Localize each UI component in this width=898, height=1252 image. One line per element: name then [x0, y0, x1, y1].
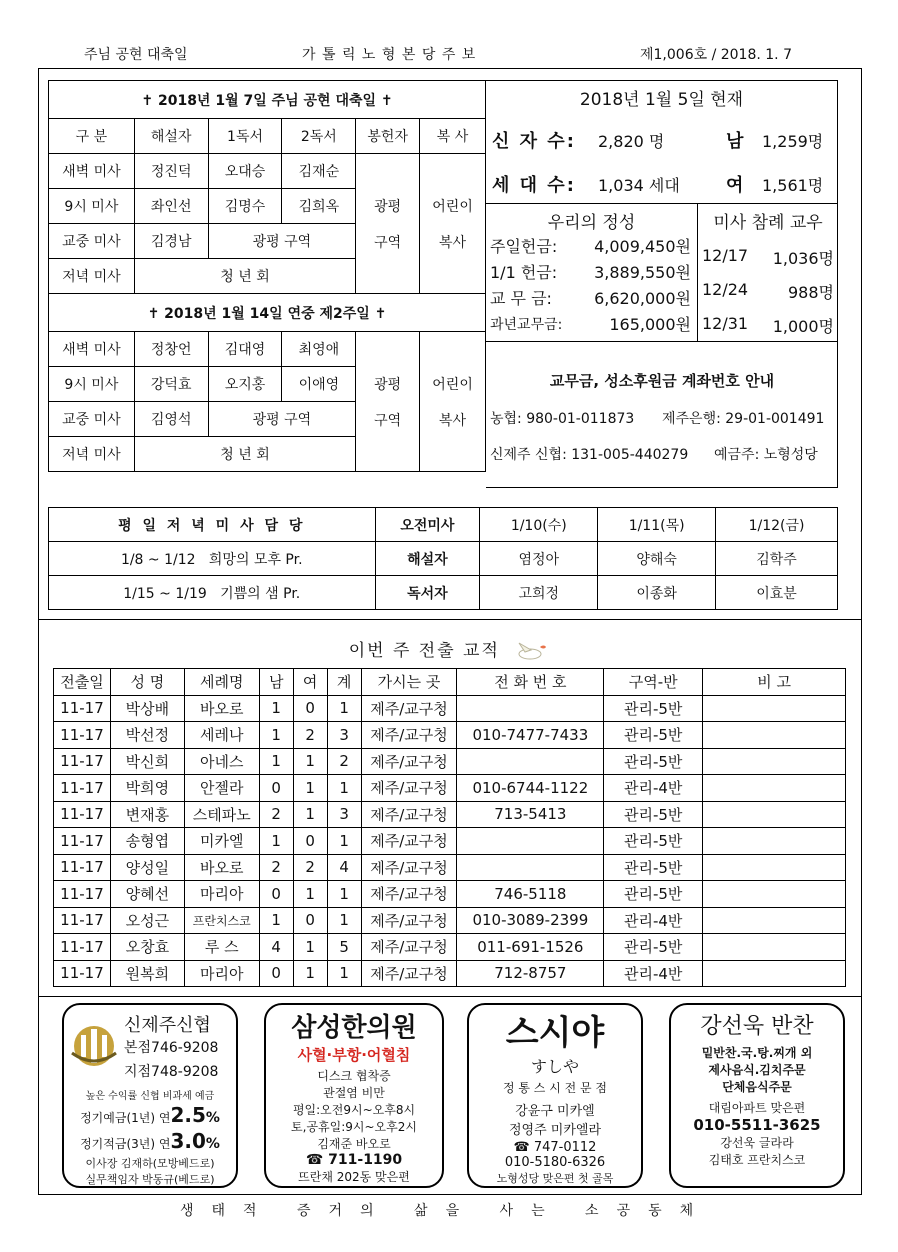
table-cell	[703, 722, 846, 749]
cell: 청 년 회	[134, 259, 355, 294]
ad-line: 디스크 협착증	[317, 1069, 391, 1083]
ad-line: 사혈·부항·어혈침	[297, 1046, 411, 1064]
ad-rate1: 정기예금(1년) 연2.5%	[80, 1103, 220, 1127]
table-cell	[703, 828, 846, 855]
bulletin-header	[40, 44, 860, 66]
table-cell: 관리-4반	[604, 907, 703, 934]
offering-value: 165,000원	[609, 315, 691, 334]
attendance-count: 1,000명	[772, 317, 834, 336]
cell: 이효분	[716, 576, 838, 610]
ad-line: 밑반찬.국.탕.찌개 외	[701, 1046, 813, 1060]
ad-phone: ☎ 711-1190	[305, 1152, 403, 1168]
ad-sushi	[467, 1003, 643, 1188]
table-cell	[703, 907, 846, 934]
offering-label: 과년교무금:	[490, 317, 563, 333]
table-cell: 관리-5반	[604, 695, 703, 722]
table-cell: 제주/교구청	[361, 748, 457, 775]
account-line: 농협: 980-01-011873	[490, 411, 635, 427]
table-cell: 11-17	[54, 828, 111, 855]
attendance-count: 988명	[788, 283, 834, 302]
ad-line: 본점746-9208	[124, 1040, 219, 1056]
table-cell	[703, 934, 846, 961]
server-cell: 어린이 복사	[420, 332, 486, 472]
cell: 광평 구역	[208, 402, 356, 437]
cell: 염정아	[480, 542, 598, 576]
table-row	[54, 934, 846, 961]
table-cell: 1	[327, 775, 361, 802]
stats-date: 2018년 1월 5일 현재	[579, 90, 744, 110]
table-cell: 746-5118	[457, 881, 604, 908]
table-cell: 미카엘	[184, 828, 259, 855]
ad-line: 김재준 바오로	[317, 1137, 391, 1151]
cell: 오대승	[208, 154, 282, 189]
table-cell: 오창효	[110, 934, 184, 961]
cell: 정진덕	[134, 154, 208, 189]
commentator-label: 해설자	[375, 542, 480, 576]
ad-phone: 010-5511-3625	[693, 1116, 821, 1134]
female-label: 여	[726, 175, 746, 196]
mass-schedule-table	[48, 80, 486, 472]
row-label: 교중 미사	[49, 402, 135, 437]
attendance-date: 12/17	[702, 246, 749, 265]
ad-line: 높은 수익률 신협 비과세 예금	[85, 1091, 215, 1102]
header-cell: 세례명	[184, 669, 259, 696]
households-value: 1,034 세대	[598, 176, 680, 195]
cell: 김영석	[134, 402, 208, 437]
section-divider	[38, 619, 862, 620]
table-cell: 1	[259, 695, 293, 722]
transfer-table	[53, 668, 846, 987]
table-cell	[457, 748, 604, 775]
ad-line: 정영주 미카엘라	[508, 1123, 602, 1138]
table-cell: 0	[293, 695, 327, 722]
cell: 이애영	[282, 367, 356, 402]
dove-icon	[515, 639, 549, 663]
table-cell: 관리-5반	[604, 801, 703, 828]
table-row	[54, 881, 846, 908]
ad-line: 토,공휴일:9시~오후2시	[291, 1120, 417, 1134]
header-cell: 전 화 번 호	[457, 669, 604, 696]
ad-line: 정 통 스 시 전 문 점	[502, 1081, 608, 1095]
female-value: 1,561명	[762, 176, 824, 195]
table-row	[54, 801, 846, 828]
table-cell: 양혜선	[110, 881, 184, 908]
table-cell: 1	[259, 828, 293, 855]
offering-value: 6,620,000원	[594, 289, 691, 308]
table-cell: 오성근	[110, 907, 184, 934]
ad-line: 관절염 비만	[323, 1086, 385, 1100]
row-label: 새벽 미사	[49, 154, 135, 189]
table-cell: 관리-5반	[604, 881, 703, 908]
bulletin-title: 가 톨 릭 노 형 본 당 주 보	[302, 47, 477, 63]
table-cell: 바오로	[184, 854, 259, 881]
table-cell: 0	[293, 907, 327, 934]
table-row	[54, 722, 846, 749]
ad-name: 강선욱 반찬	[700, 1014, 814, 1039]
cell: 강덕효	[134, 367, 208, 402]
table-cell: 제주/교구청	[361, 934, 457, 961]
ad-line: 대림아파트 맞은편	[708, 1101, 806, 1115]
attendance-count: 1,036명	[772, 249, 834, 268]
col-reading2: 2독서	[282, 119, 356, 154]
table-row	[54, 748, 846, 775]
table-cell	[703, 960, 846, 987]
male-value: 1,259명	[762, 132, 824, 151]
table-cell: 2	[293, 722, 327, 749]
table-cell: 박신희	[110, 748, 184, 775]
offering-label: 교 무 금:	[490, 289, 552, 308]
table-cell: 마리아	[184, 881, 259, 908]
weekday-mass-table	[48, 507, 838, 610]
table-cell: 제주/교구청	[361, 695, 457, 722]
table-cell: 아네스	[184, 748, 259, 775]
table-cell: 박상배	[110, 695, 184, 722]
table-cell: 관리-5반	[604, 748, 703, 775]
table-cell: 프란치스코	[184, 907, 259, 934]
believers-value: 2,820 명	[598, 132, 665, 151]
table-cell: 010-7477-7433	[457, 722, 604, 749]
table-cell: 관리-4반	[604, 960, 703, 987]
table-cell: 제주/교구청	[361, 722, 457, 749]
header-cell: 가시는 곳	[361, 669, 457, 696]
table-cell: 박희영	[110, 775, 184, 802]
ad-line: 강선욱 글라라	[720, 1136, 794, 1150]
table-cell: 관리-5반	[604, 854, 703, 881]
table-cell: 11-17	[54, 960, 111, 987]
table-cell	[457, 854, 604, 881]
table-cell: 제주/교구청	[361, 907, 457, 934]
table-cell: 안젤라	[184, 775, 259, 802]
day-header: 1/11(목)	[598, 508, 716, 542]
ad-line: 평일:오전9시~오후8시	[292, 1103, 416, 1117]
cell: 김명수	[208, 189, 282, 224]
table-cell: 11-17	[54, 748, 111, 775]
accounts-title: 교무금, 성소후원금 계좌번호 안내	[549, 372, 775, 390]
table-cell: 11-17	[54, 775, 111, 802]
schedule2-title: ✝ 2018년 1월 14일 연중 제2주일 ✝	[49, 294, 486, 332]
ad-line: 노형성당 맞은편 첫 골목	[496, 1172, 614, 1185]
table-cell	[457, 828, 604, 855]
table-cell: 1	[327, 881, 361, 908]
offerings-box	[486, 203, 698, 341]
table-cell: 원복희	[110, 960, 184, 987]
table-cell: 1	[259, 907, 293, 934]
cell: 고희정	[480, 576, 598, 610]
male-label: 남	[726, 131, 746, 152]
day-header: 1/10(수)	[480, 508, 598, 542]
ad-line: 이사장 김재하(모방베드로)	[85, 1157, 215, 1170]
row-label: 교중 미사	[49, 224, 135, 259]
account-line: 예금주: 노형성당	[714, 447, 818, 463]
table-cell: 713-5413	[457, 801, 604, 828]
table-cell	[703, 748, 846, 775]
table-cell: 양성일	[110, 854, 184, 881]
table-cell: 관리-5반	[604, 934, 703, 961]
row-label: 9시 미사	[49, 189, 135, 224]
table-cell: 1	[327, 695, 361, 722]
transfer-title-wrap	[0, 636, 898, 663]
offerer-cell: 광평 구역	[356, 154, 420, 294]
table-cell: 바오로	[184, 695, 259, 722]
ad-name: 스시야	[505, 1013, 605, 1053]
cell: 김희옥	[282, 189, 356, 224]
attendance-date: 12/24	[702, 280, 749, 299]
table-cell: 010-6744-1122	[457, 775, 604, 802]
table-cell: 0	[259, 960, 293, 987]
feast-title: 주님 공현 대축일	[84, 47, 188, 63]
offering-value: 3,889,550원	[594, 263, 691, 282]
table-cell: 1	[293, 801, 327, 828]
transfer-body	[54, 695, 846, 987]
accounts-box	[486, 341, 838, 489]
col-server: 복 사	[420, 119, 486, 154]
table-cell: 11-17	[54, 907, 111, 934]
cell: 정창언	[134, 332, 208, 367]
table-cell	[703, 801, 846, 828]
table-cell: 1	[293, 775, 327, 802]
account-line: 신제주 신협: 131-005-440279	[490, 447, 689, 463]
table-cell: 4	[259, 934, 293, 961]
table-cell: 712-8757	[457, 960, 604, 987]
row-label: 저녁 미사	[49, 259, 135, 294]
cell: 김재순	[282, 154, 356, 189]
schedule1-title: ✝ 2018년 1월 7일 주님 공현 대축일 ✝	[49, 81, 486, 119]
table-cell: 2	[259, 801, 293, 828]
table-cell: 마리아	[184, 960, 259, 987]
cell: 좌인선	[134, 189, 208, 224]
table-cell: 2	[259, 854, 293, 881]
offering-value: 4,009,450원	[594, 237, 691, 256]
transfer-header-row	[54, 669, 846, 696]
table-cell: 제주/교구청	[361, 775, 457, 802]
table-cell: 11-17	[54, 695, 111, 722]
transfer-title: 이번 주 전출 교적	[348, 641, 500, 661]
ad-side-dish	[669, 1003, 845, 1188]
parish-stats-panel	[486, 80, 838, 488]
ad-credit-union	[62, 1003, 238, 1188]
row-label: 저녁 미사	[49, 437, 135, 472]
table-cell: 박선정	[110, 722, 184, 749]
table-cell: 4	[327, 854, 361, 881]
ad-line: 뜨란채 202동 맞은편	[298, 1170, 410, 1184]
row-label: 새벽 미사	[49, 332, 135, 367]
col-offerer: 봉헌자	[356, 119, 420, 154]
table-row	[54, 695, 846, 722]
table-cell: 0	[259, 775, 293, 802]
ad-line: 김태호 프란치스코	[708, 1153, 806, 1167]
col-commentator: 해설자	[134, 119, 208, 154]
header-cell: 계	[327, 669, 361, 696]
table-cell: 관리-5반	[604, 722, 703, 749]
credit-union-logo-icon	[68, 1023, 120, 1069]
offerer-cell: 광평 구역	[356, 332, 420, 472]
cell: 오지홍	[208, 367, 282, 402]
evening-row: 1/8 ~ 1/12 희망의 모후 Pr.	[49, 542, 376, 576]
table-cell	[703, 854, 846, 881]
cell: 이종화	[598, 576, 716, 610]
table-cell: 변재홍	[110, 801, 184, 828]
table-cell: 010-3089-2399	[457, 907, 604, 934]
table-cell: 011-691-1526	[457, 934, 604, 961]
table-cell: 1	[259, 748, 293, 775]
table-cell: 제주/교구청	[361, 801, 457, 828]
ad-phone: 010-5180-6326	[504, 1155, 606, 1170]
table-cell: 2	[293, 854, 327, 881]
table-cell: 송형엽	[110, 828, 184, 855]
table-cell: 1	[327, 828, 361, 855]
ad-name: 삼성한의원	[291, 1013, 417, 1043]
header-cell: 여	[293, 669, 327, 696]
table-row	[54, 775, 846, 802]
table-cell: 관리-4반	[604, 775, 703, 802]
table-cell: 11-17	[54, 934, 111, 961]
account-line: 제주은행: 29-01-001491	[662, 411, 825, 427]
table-cell: 5	[327, 934, 361, 961]
table-cell: 11-17	[54, 854, 111, 881]
bulletin-footer: 생태적 증거의 삶을 사는 소공동체	[180, 1203, 712, 1219]
header-cell: 남	[259, 669, 293, 696]
day-header: 1/12(금)	[716, 508, 838, 542]
row-label: 9시 미사	[49, 367, 135, 402]
table-cell: 1	[293, 881, 327, 908]
header-cell: 전출일	[54, 669, 111, 696]
table-cell: 관리-5반	[604, 828, 703, 855]
table-cell: 11-17	[54, 881, 111, 908]
table-row	[54, 907, 846, 934]
table-cell: 1	[259, 722, 293, 749]
ad-rate2: 정기적금(3년) 연3.0%	[80, 1129, 220, 1153]
table-cell: 1	[327, 960, 361, 987]
col-division: 구 분	[49, 119, 135, 154]
ad-phone: ☎ 747-0112	[513, 1140, 597, 1155]
cell: 김학주	[716, 542, 838, 576]
table-cell: 2	[327, 748, 361, 775]
table-cell: 3	[327, 722, 361, 749]
cell: 청 년 회	[134, 437, 355, 472]
table-cell	[703, 775, 846, 802]
attendance-date: 12/31	[702, 314, 749, 333]
table-cell: 11-17	[54, 801, 111, 828]
cell: 최영애	[282, 332, 356, 367]
table-cell: 0	[293, 828, 327, 855]
cell: 김대영	[208, 332, 282, 367]
ad-line: 제사음식.김치주문	[708, 1063, 806, 1077]
morning-title: 오전미사	[375, 508, 480, 542]
households-label: 세 대 수:	[492, 175, 576, 196]
table-cell: 1	[293, 934, 327, 961]
ad-line: 지점748-9208	[124, 1064, 219, 1080]
ad-line: 강윤구 미카엘	[515, 1104, 595, 1119]
ad-clinic	[264, 1003, 444, 1188]
offering-label: 1/1 헌금:	[490, 263, 558, 282]
table-cell: 세레나	[184, 722, 259, 749]
offering-label: 주일헌금:	[490, 237, 558, 256]
table-cell: 1	[293, 748, 327, 775]
header-cell: 구역-반	[604, 669, 703, 696]
ad-line: すしや	[530, 1057, 579, 1076]
issue-number: 제1,006호 / 2018. 1. 7	[640, 47, 792, 63]
header-cell: 비 고	[703, 669, 846, 696]
table-cell: 제주/교구청	[361, 854, 457, 881]
table-cell	[703, 881, 846, 908]
table-cell: 제주/교구청	[361, 828, 457, 855]
table-cell: 11-17	[54, 722, 111, 749]
table-cell	[703, 695, 846, 722]
ad-name: 신제주신협	[124, 1015, 211, 1036]
reader-label: 독서자	[375, 576, 480, 610]
table-row	[54, 854, 846, 881]
cell: 김경남	[134, 224, 208, 259]
evening-title: 평 일 저 녁 미 사 담 당	[49, 508, 376, 542]
attendance-title: 미사 참례 교우	[713, 213, 823, 233]
table-cell: 루 스	[184, 934, 259, 961]
cell: 양해숙	[598, 542, 716, 576]
col-reading1: 1독서	[208, 119, 282, 154]
table-cell: 스테파노	[184, 801, 259, 828]
table-cell	[457, 695, 604, 722]
table-cell: 1	[327, 907, 361, 934]
ads-divider	[38, 996, 862, 997]
believers-label: 신 자 수:	[492, 131, 576, 152]
header-cell: 성 명	[110, 669, 184, 696]
offerings-title: 우리의 정성	[547, 213, 636, 233]
table-cell: 제주/교구청	[361, 960, 457, 987]
table-cell: 3	[327, 801, 361, 828]
evening-row: 1/15 ~ 1/19 기쁨의 샘 Pr.	[49, 576, 376, 610]
ad-line: 단체음식주문	[722, 1080, 792, 1094]
table-cell: 1	[293, 960, 327, 987]
table-cell: 0	[259, 881, 293, 908]
server-cell: 어린이 복사	[420, 154, 486, 294]
table-cell: 제주/교구청	[361, 881, 457, 908]
ad-line: 실무책임자 박동규(베드로)	[85, 1173, 215, 1186]
cell: 광평 구역	[208, 224, 356, 259]
table-row	[54, 960, 846, 987]
attendance-box	[698, 203, 838, 341]
table-row	[54, 828, 846, 855]
